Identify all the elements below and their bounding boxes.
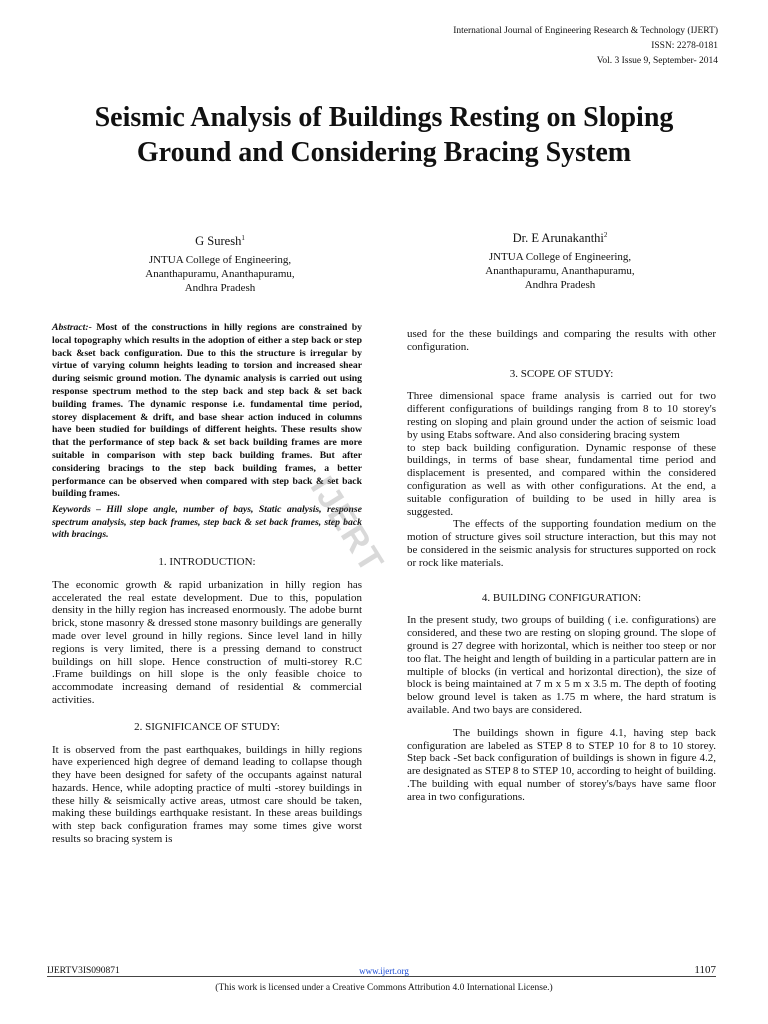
issn: ISSN: 2278-0181	[651, 41, 718, 51]
keywords: Keywords – Hill slope angle, number of bays, Static analysis, response spectrum analysis, step back frames, step back & set back frames, step back with bracings.	[52, 504, 362, 541]
watermark: IJERT	[302, 470, 392, 581]
significance-text: It is observed from the past earthquakes, buildings in hilly regions have experienced high degree of demand leading to collapse though they have been designed for safety of the occupants against natural hazards. Hence, while adopting practice of multi -storey buildings in these hilly & seismically active areas, utmost care should be taken, making these buildings earthquake resistant. In these areas buildings with step back configuration frames may some times give worst results so bracing system is	[52, 743, 362, 846]
scope-text: The effects of the supporting foundation medium on the motion of structure gives soil structure interaction, but this may not be considered in the seismic analysis for structures supported on rock or rock like materials.	[407, 518, 716, 569]
left-column	[52, 322, 362, 846]
paper-title: Seismic Analysis of Buildings Resting on Sloping Ground and Considering Bracing System	[94, 102, 674, 168]
section-heading-significance: 2. SIGNIFICANCE OF STUDY:	[134, 720, 280, 733]
journal-header	[453, 24, 718, 69]
author-affiliation: Ananthapuramu, Ananthapuramu,	[485, 265, 635, 278]
journal-name: International Journal of Engineering Research & Technology (IJERT)	[453, 26, 718, 36]
section-heading-scope: 3. SCOPE OF STUDY:	[509, 367, 614, 380]
section-heading-introduction: 1. INTRODUCTION:	[158, 555, 256, 568]
author-name: Dr. E Arunakanthi$^2$	[512, 231, 608, 246]
footer-divider	[47, 976, 716, 977]
author-affiliation: Andhra Pradesh	[524, 279, 596, 292]
website-link[interactable]: www.ijert.org	[359, 966, 409, 976]
introduction-text: The economic growth & rapid urbanization in hilly region has accelerated the real estate development. Due to this, population density in the hilly region has increased enormously. The adobe burnt brick, stone masonry & dressed stone masonry buildings are generally made over level ground in hilly regions. Since level land in hilly regions is very limited, there is a pressing demand to construct buildings on hill slope. Hence construction of multi-storey R.C .Frame buildings on hill slope is the only feasible choice to accommodate increasing demand of residential & commercial activities.	[52, 578, 362, 706]
author-block-2	[440, 228, 680, 292]
right-column	[407, 328, 716, 804]
author-name: G Suresh$^1$	[195, 234, 245, 249]
configuration-text: The buildings shown in figure 4.1, having step back configuration are labeled as STEP 8 to STEP 10 for 8 to 10 storey. Step back -Set back configuration of buildings is shown in figure 4.2, are designated as STEP 8 to STEP 10, according to height of building. .The building with equal number of storey's/bays have same floor area in two configurations.	[407, 726, 716, 803]
author-affiliation: Ananthapuramu, Ananthapuramu,	[145, 268, 295, 281]
website-link-wrap	[0, 966, 768, 976]
configuration-text: In the present study, two groups of building ( i.e. configurations) are considered, and these two are resting on sloping ground. The slope of ground is 27 degree with horizontal, which is neither too steep or nor too flat. The height and length of building in a particular pattern are in multiple of blocks (in vertical and horizontal direction), the size of block is being maintained at 7 m x 5 m x 3.5 m. The depth of footing below ground level is taken as 1.75 m where, the hard stratum is available. And two bays are considered.	[407, 614, 716, 716]
section-heading-configuration: 4. BUILDING CONFIGURATION:	[481, 591, 642, 604]
volume-issue: Vol. 3 Issue 9, September- 2014	[596, 56, 718, 66]
scope-text: Three dimensional space frame analysis is carried out for two different configurations of buildings ranging from 8 to 10 storey's resting on sloping and plain ground under the action of seismic load by using Etabs software. And also considering bracing system	[407, 390, 716, 441]
page-number: 1107	[694, 964, 716, 976]
paper-id: IJERTV3IS090871	[47, 966, 120, 976]
author-affiliation: JNTUA College of Engineering,	[148, 254, 292, 267]
scope-text: to step back building configuration. Dynamic response of these buildings, in terms of base shear, fundamental time period and displacement is presented, and compared within the considered configuration as well as with other configurations. At the end, a suitable configuration of building to be used in hilly area is suggested.	[407, 441, 716, 518]
abstract: Abstract:- Most of the constructions in hilly regions are constrained by local topography which results in the adoption of either a step back or step back &set back configuration. Due to this the structure is irregular by virtue of varying column heights leading to torsion and increased shear during seismic ground motion. The dynamic analysis is carried out using response spectrum method to the step back and step back & set back building frames. The dynamic response i.e. fundamental time period, storey displacement & drift, and base shear action induced in columns have been studied for buildings of different heights. These results show that the performance of step back & set back building frames are more suitable in comparison with step back building frames. But after considering bracings to the step back building frames, a better performance can be observed when compared with step back & set back building frames.	[52, 322, 362, 500]
author-affiliation: JNTUA College of Engineering,	[488, 251, 632, 264]
license-note: (This work is licensed under a Creative Commons Attribution 4.0 International License.)	[215, 983, 553, 993]
continued-text: used for the these buildings and comparing the results with other configuration.	[407, 328, 716, 353]
author-affiliation: Andhra Pradesh	[184, 282, 256, 295]
author-block-1	[100, 231, 340, 295]
